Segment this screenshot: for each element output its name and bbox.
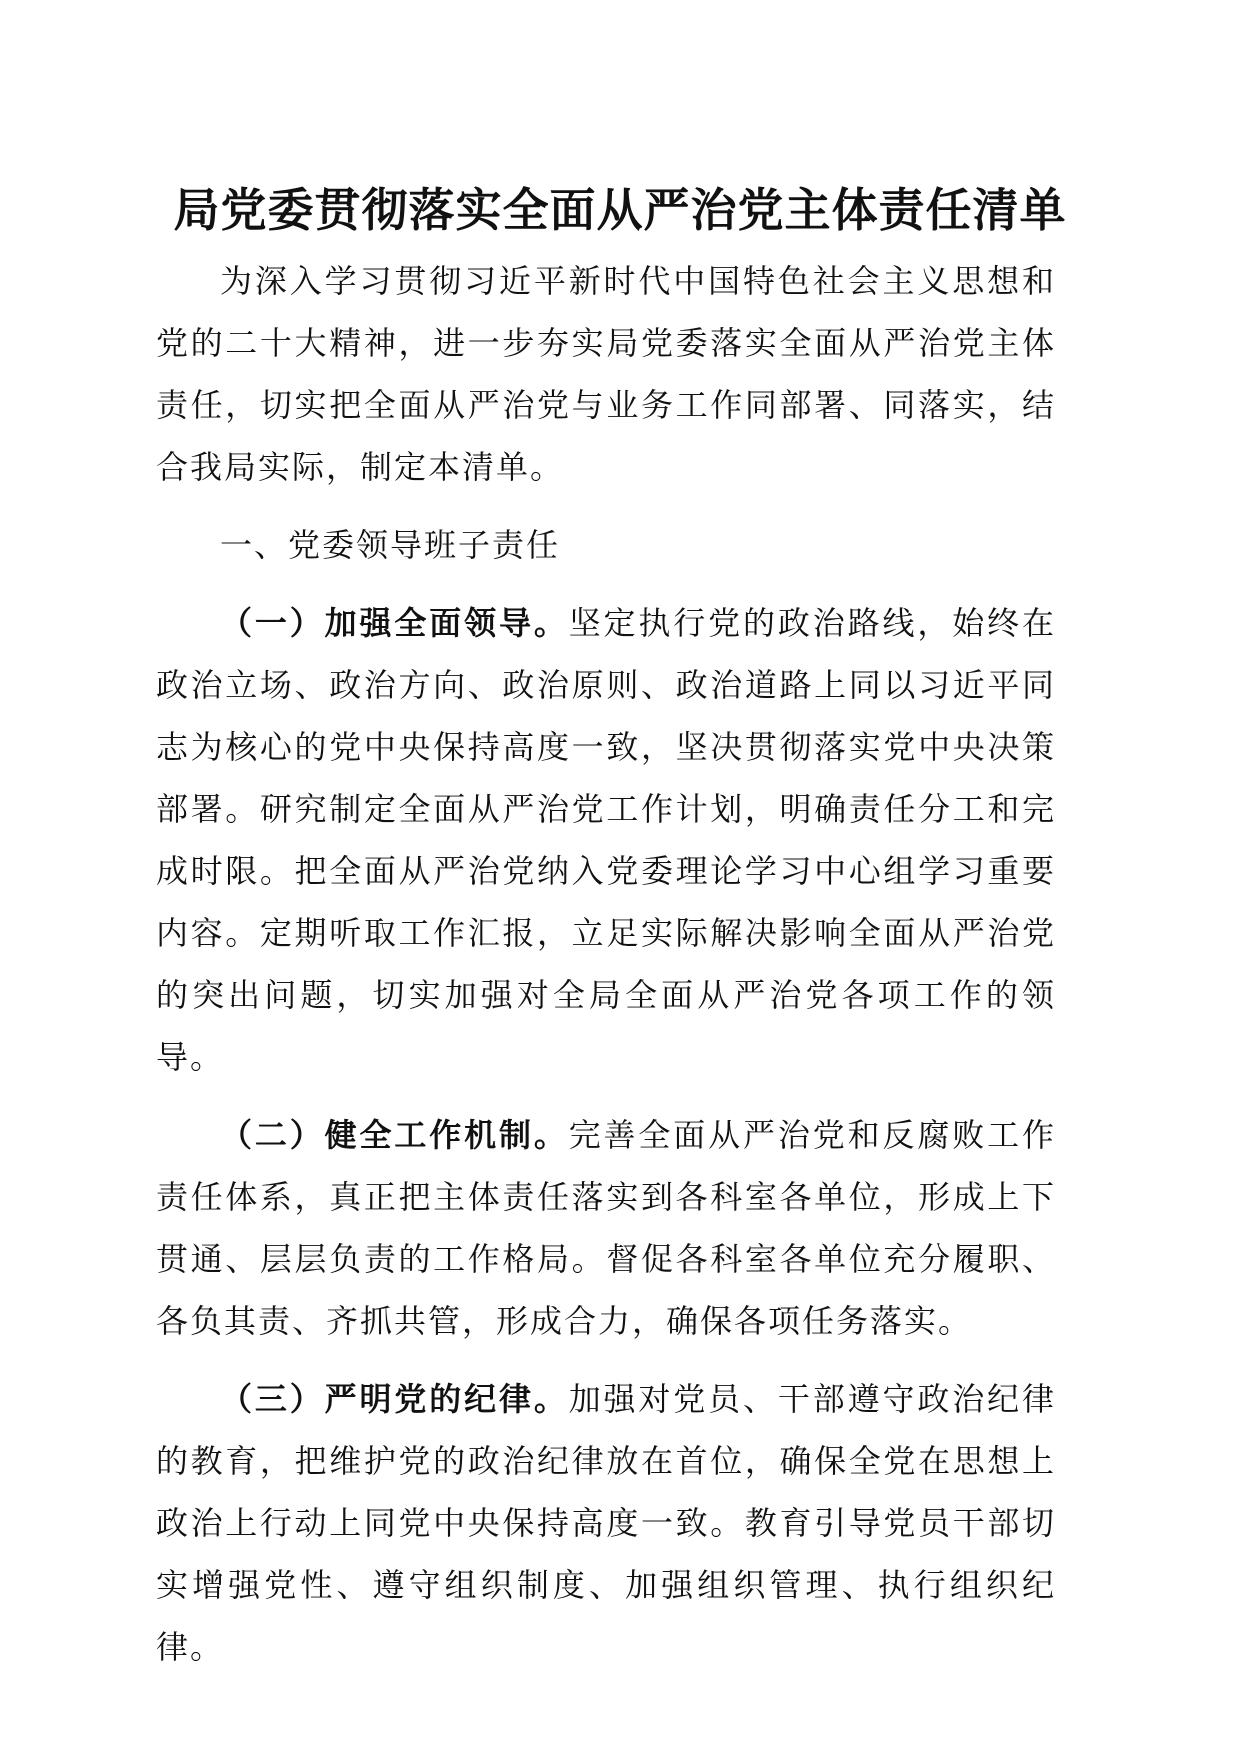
item-text-2: 完善全面从严治党和反腐败工作责任体系，真正把主体责任落实到各科室各单位，形成上下贯通、层层负责的工作格局。督促各科室各单位充分履职、各负其责、齐抓共管，形成合力，确保各项任务落实。	[156, 1116, 1056, 1340]
item-paragraph-3	[156, 1368, 1056, 1678]
section-heading: 一、党委领导班子责任	[220, 526, 561, 564]
item-paragraph-1	[156, 592, 1056, 1088]
intro-paragraph: 为深入学习贯彻习近平新时代中国特色社会主义思想和党的二十大精神，进一步夯实局党委落实全面从严治党主体责任，切实把全面从严治党与业务工作同部署、同落实，结合我局实际，制定本清单。	[156, 262, 1056, 486]
document-body	[156, 250, 1056, 1678]
item-lead-1: （一）加强全面领导。	[220, 604, 569, 642]
item-lead-2: （二）健全工作机制。	[220, 1116, 569, 1154]
item-text-1: 坚定执行党的政治路线，始终在政治立场、政治方向、政治原则、政治道路上同以习近平同志为核心的党中央保持高度一致，坚决贯彻落实党中央决策部署。研究制定全面从严治党工作计划，明确责任分工和完成时限。把全面从严治党纳入党委理论学习中心组学习重要内容。定期听取工作汇报，立足实际解决影响全面从严治党的突出问题，切实加强对全局全面从严治党各项工作的领导。	[156, 604, 1056, 1076]
item-paragraph-2	[156, 1104, 1056, 1352]
item-text-3: 加强对党员、干部遵守政治纪律的教育，把维护党的政治纪律放在首位，确保全党在思想上政治上行动上同党中央保持高度一致。教育引导党员干部切实增强党性、遵守组织制度、加强组织管理、执行组织纪律。	[156, 1380, 1056, 1666]
document-title: 局党委贯彻落实全面从严治党主体责任清单	[173, 183, 1067, 237]
item-lead-3: （三）严明党的纪律。	[220, 1380, 569, 1418]
